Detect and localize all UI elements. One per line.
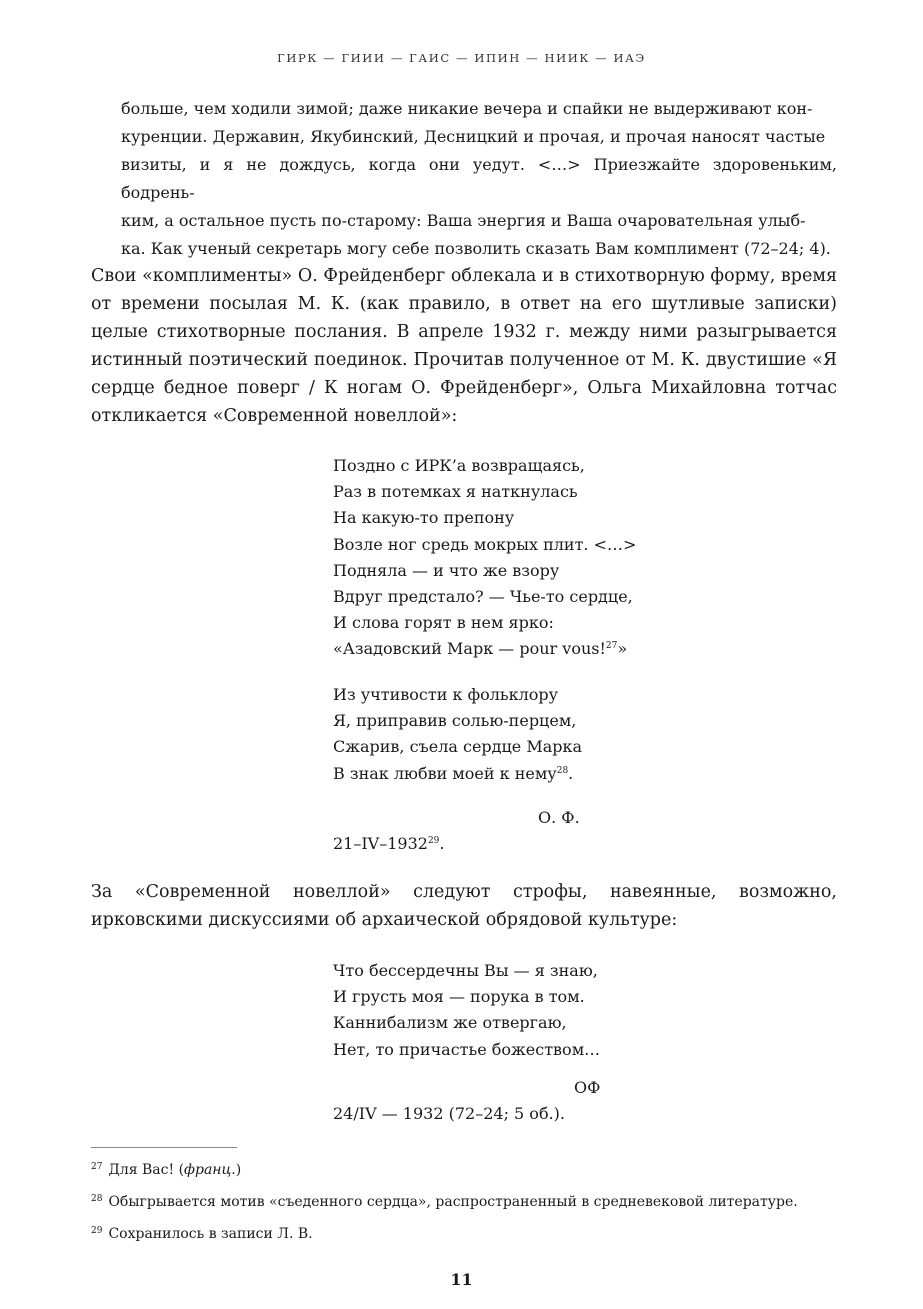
poem-line: И грусть моя — порука в том. <box>333 987 585 1007</box>
poem-line: Каннибализм же отвергаю, <box>333 1013 567 1033</box>
page-number: 11 <box>450 1270 473 1289</box>
running-head: ГИРК — ГИИИ — ГАИС — ИПИН — НИИК — ИАЭ <box>277 51 646 65</box>
paragraph-1: Свои «комплименты» О. Фрейденберг облекала и в стихотворную форму, время от времени посылая М. К. (как правило, в ответ на его шутливые записки) целые стихотворные послания. В апреле 1932 г. между ними разыгрывается истинный поэтический поединок. Прочитав полученное от М. К. двустишие «Я сердце бедное поверг / К ногам О. Фрейденберг», Ольга Михайловна тотчас откликается «Современной новеллой»: <box>91 266 837 426</box>
quote-line: больше, чем ходили зимой; даже никакие вечера и спайки не выдерживают кон- <box>121 99 813 118</box>
poem-line: Подняла — и что же взору <box>333 560 560 580</box>
block-quote <box>121 95 837 263</box>
footnote-text: Обыгрывается мотив «съеденного сердца», распространенный в средневековой литературе. <box>108 1194 798 1210</box>
footnote-27 <box>91 1157 241 1180</box>
poem-1-stanza-1 <box>333 453 636 663</box>
poem-2-date: 24/IV — 1932 (72–24; 5 об.). <box>333 1104 565 1123</box>
poem-line: Нет, то причастье божеством… <box>333 1039 601 1059</box>
quote-line: ка. Как ученый секретарь могу себе позволить сказать Вам комплимент (72–24; 4). <box>121 239 831 258</box>
footnote-rule <box>91 1147 237 1148</box>
quote-line: ким, а остальное пусть по-старому: Ваша энергия и Ваша очаровательная улыб- <box>121 211 806 230</box>
poem-line: Сжарив, съела сердце Марка <box>333 737 583 757</box>
footnote-italic: франц. <box>184 1162 236 1178</box>
poem-line: Возле ног средь мокрых плит. <…> <box>333 534 637 554</box>
poem-1-date <box>333 834 445 853</box>
footnote-29 <box>91 1221 313 1244</box>
poem-line: На какую-то препону <box>333 508 515 528</box>
footnote-number: 28 <box>91 1194 103 1204</box>
poem-1-stanza-2 <box>333 682 582 787</box>
footnote-28 <box>91 1189 798 1212</box>
closing-quote: » <box>617 639 628 659</box>
poem-line: Что бессердечны Вы — я знаю, <box>333 961 598 980</box>
poem-line <box>333 761 582 787</box>
poem-line: И слова горят в нем ярко: <box>333 613 554 633</box>
poem-line: Я, приправив солью-перцем, <box>333 711 577 731</box>
poem-1-signature: О. Ф. <box>538 808 580 827</box>
poem-line-text: «Азадовский Марк — pour vous! <box>333 639 606 659</box>
footnote-ref-28[interactable]: 28 <box>556 765 569 776</box>
date-end: . <box>439 834 445 853</box>
poem-line-text: В знак любви моей к нему <box>333 763 557 783</box>
paragraph-2: За «Современной новеллой» следуют строфы, навеянные, возможно, ирковскими дискуссиями об архаической обрядовой культуре: <box>91 882 837 930</box>
quote-line: визиты, и я не дождусь, когда они уедут. <…> Приезжайте здоровеньким, бодрень- <box>121 155 837 202</box>
footnote-number: 29 <box>91 1226 103 1236</box>
poem-line: Вдруг предстало? — Чье-то сердце, <box>333 587 633 607</box>
date-text: 21–IV–1932 <box>333 834 428 853</box>
footnote-text: Сохранилось в записи Л. В. <box>108 1226 313 1242</box>
footnote-ref-29[interactable]: 29 <box>427 836 440 846</box>
poem-2-signature: ОФ <box>574 1078 601 1097</box>
poem-2 <box>333 958 600 1063</box>
poem-line: Раз в потемках я наткнулась <box>333 482 578 502</box>
quote-line: куренции. Державин, Якубинский, Десницкий и прочая, и прочая наносят частые <box>121 127 826 146</box>
line-end: . <box>568 763 574 783</box>
footnote-ref-27[interactable]: 27 <box>605 641 618 652</box>
poem-line <box>333 636 636 662</box>
footnote-number: 27 <box>91 1162 103 1172</box>
footnote-text: Для Вас! ( <box>108 1162 185 1178</box>
poem-line: Поздно с ИРК’а возвращаясь, <box>333 456 585 475</box>
poem-line: Из учтивости к фольклору <box>333 685 559 704</box>
footnote-after: ) <box>235 1162 242 1178</box>
